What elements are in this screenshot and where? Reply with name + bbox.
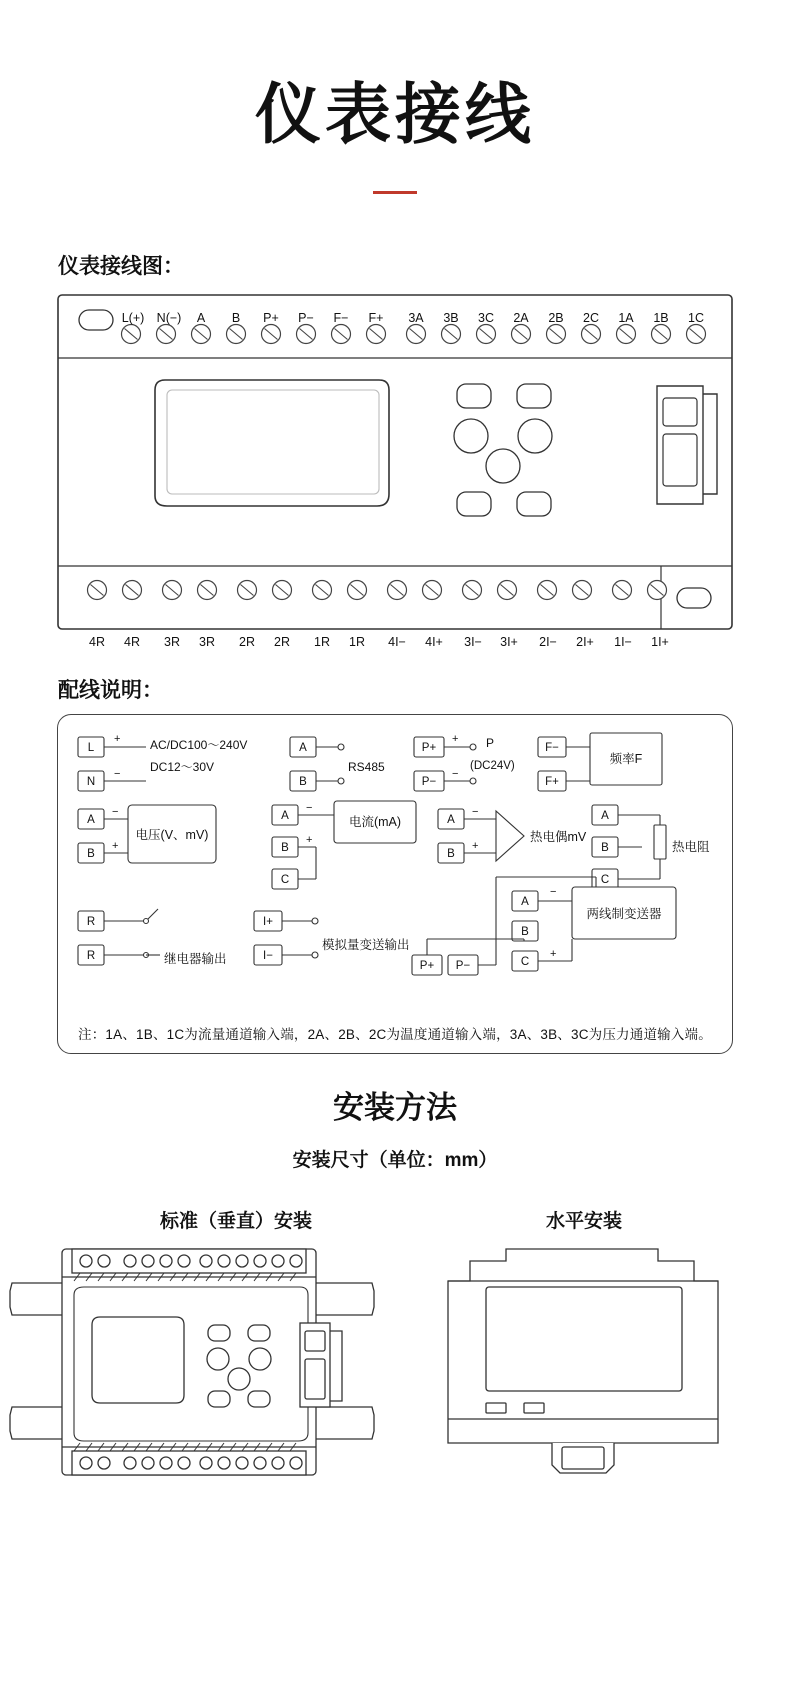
terminal-label-top: P− [298, 310, 314, 325]
legend-terminal-Fminus: F− [545, 741, 559, 754]
terminal-label-top: 2C [583, 310, 599, 325]
legend-terminal-A-current: A [281, 809, 289, 822]
terminal-label-bottom: 1I− [614, 634, 632, 649]
legend-thermocouple-label: 热电偶mV [530, 829, 587, 844]
legend-terminal-A-2w: A [521, 895, 529, 908]
terminal-label-bottom: 4R [124, 634, 140, 649]
terminal-label-top: 1A [618, 310, 634, 325]
legend-sign-plus: + [550, 947, 557, 960]
legend-sign-plus: + [452, 732, 459, 745]
legend-terminal-A-voltage: A [87, 813, 95, 826]
legend-terminal-Iplus: I+ [263, 915, 273, 928]
terminal-label-top: 3A [408, 310, 424, 325]
legend-terminal-Pminus-2w: P− [455, 959, 471, 972]
terminal-label-bottom: 3R [164, 634, 180, 649]
wiring-diagram-heading: 仪表接线图： [58, 254, 184, 278]
terminal-label-bottom: 3I− [464, 634, 482, 649]
install-size-title: 安装尺寸（单位：mm） [292, 1149, 498, 1171]
install-drawings [0, 1233, 790, 1513]
legend-current-label: 电流(mA) [348, 814, 402, 829]
legend-terminal-C-2w: C [520, 955, 530, 968]
legend-sign-plus: + [114, 732, 121, 745]
legend-sign-minus: − [472, 805, 479, 818]
legend-analog-out-label: 模拟量变送输出 [322, 937, 410, 952]
legend-pressure-sub: (DC24V) [470, 759, 515, 772]
terminal-label-top: F+ [368, 310, 384, 325]
legend-terminal-R2: R [86, 949, 96, 962]
legend-terminal-B-rs485: B [299, 775, 307, 788]
legend-terminal-B-current: B [281, 841, 289, 854]
bottom-terminal-labels [57, 630, 733, 656]
legend-sign-minus: − [112, 805, 119, 818]
legend-terminal-B-rtd: B [601, 841, 609, 854]
legend-two-wire-label: 两线制变送器 [586, 906, 662, 921]
legend-sign-minus: − [306, 801, 313, 814]
terminal-label-top: 1B [653, 310, 669, 325]
terminal-label-bottom: 2I− [539, 634, 557, 649]
legend-frequency-label: 频率F [609, 751, 643, 766]
terminal-label-top: 1C [688, 310, 704, 325]
legend-terminal-Pplus: P+ [421, 741, 437, 754]
terminal-label-bottom: 2R [274, 634, 290, 649]
legend-terminal-B-2w: B [521, 925, 529, 938]
legend-sign-minus: − [550, 885, 557, 898]
terminal-label-top: 2A [513, 310, 529, 325]
install-method-title: 安装方法 [333, 1089, 457, 1125]
legend-terminal-L: L [87, 741, 95, 754]
terminal-label-bottom: 1R [314, 634, 330, 649]
legend-sign-minus: − [452, 767, 459, 780]
wiring-legend-svg [72, 727, 718, 1017]
device-svg [57, 294, 733, 630]
legend-sign-minus: − [114, 767, 121, 780]
device-front-view [57, 294, 733, 656]
install-vertical-caption: 标准（垂直）安装 [159, 1210, 312, 1232]
legend-sign-plus: + [472, 839, 479, 852]
install-horizontal-caption: 水平安装 [545, 1210, 622, 1232]
terminal-label-top: F− [333, 310, 349, 325]
title-underline-rule [373, 191, 417, 194]
install-captions-row [0, 1206, 790, 1233]
legend-terminal-R1: R [86, 915, 96, 928]
terminal-label-bottom: 4I+ [425, 634, 443, 649]
legend-terminal-Fplus: F+ [545, 775, 559, 788]
legend-terminal-B-voltage: B [87, 847, 95, 860]
terminal-label-top: L(+) [121, 310, 145, 325]
install-drawings-svg [0, 1233, 790, 1513]
legend-power-ac-label: AC/DC100～240V [150, 737, 248, 752]
terminal-label-bottom: 3I+ [500, 634, 518, 649]
wiring-legend-panel [57, 714, 733, 1054]
terminal-label-top: 3C [478, 310, 494, 325]
legend-power-dc-label: DC12～30V [150, 759, 215, 774]
terminal-label-bottom: 1I+ [651, 634, 669, 649]
terminal-label-top: 2B [548, 310, 564, 325]
legend-terminal-Iminus: I− [263, 949, 273, 962]
legend-terminal-C-current: C [280, 873, 290, 886]
legend-sign-plus: + [306, 833, 313, 846]
legend-pressure-label: P [486, 735, 495, 750]
legend-terminal-A-tc: A [447, 813, 455, 826]
terminal-label-top: P+ [263, 310, 279, 325]
terminal-label-bottom: 4R [89, 634, 105, 649]
legend-relay-label: 继电器输出 [164, 951, 227, 966]
terminal-label-top: 3B [443, 310, 459, 325]
terminal-label-bottom: 2I+ [576, 634, 594, 649]
legend-terminal-C-rtd: C [600, 873, 610, 886]
legend-terminal-A-rs485: A [299, 741, 307, 754]
terminal-label-bottom: 1R [349, 634, 365, 649]
terminal-label-top: N(−) [156, 310, 182, 325]
legend-terminal-A-rtd: A [601, 809, 609, 822]
terminal-label-bottom: 3R [199, 634, 215, 649]
legend-terminal-Pplus-2w: P+ [419, 959, 435, 972]
legend-voltage-label: 电压(V、mV) [135, 827, 209, 842]
legend-sign-plus: + [112, 839, 119, 852]
page-title: 仪表接线 [255, 77, 535, 151]
legend-terminal-B-tc: B [447, 847, 455, 860]
legend-rs485-label: RS485 [348, 759, 385, 774]
terminal-label-top: B [231, 310, 241, 325]
legend-terminal-N: N [86, 775, 96, 788]
wiring-legend-heading: 配线说明： [58, 678, 163, 702]
terminal-label-bottom: 2R [239, 634, 255, 649]
terminal-label-bottom: 4I− [388, 634, 406, 649]
legend-terminal-Pminus: P− [421, 775, 437, 788]
terminal-label-top: A [196, 310, 206, 325]
legend-rtd-label: 热电阻 [672, 839, 710, 854]
legend-note: 注：1A、1B、1C为流量通道输入端，2A、2B、2C为温度通道输入端，3A、3B、3C为压力通道输入端。 [78, 1026, 712, 1042]
